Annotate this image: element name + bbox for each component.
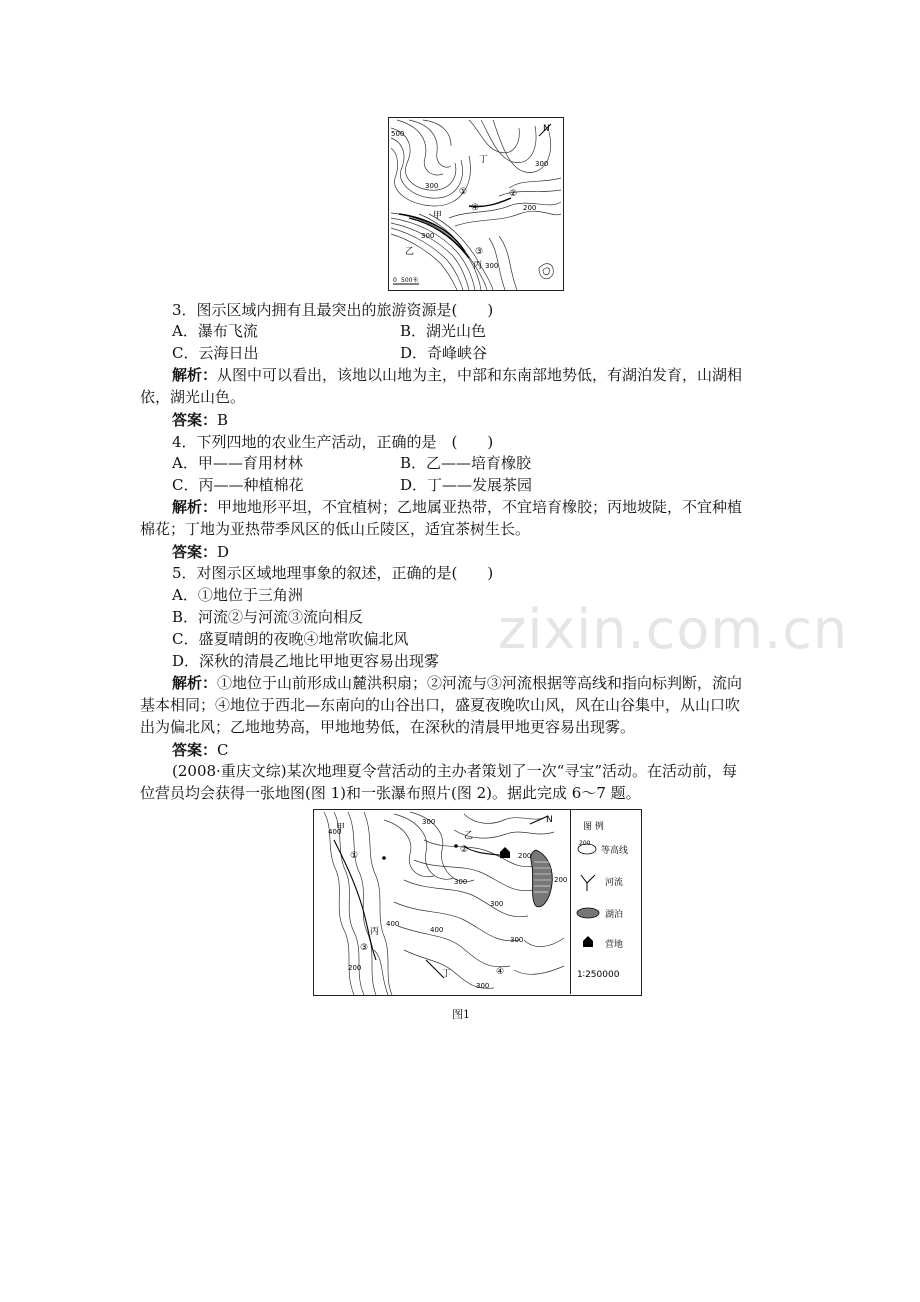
question-5-option-c: C．盛夏晴朗的夜晚④地常吹偏北风 xyxy=(172,630,409,648)
question-3-stem: 3．图示区域内拥有且最突出的旅游资源是( ) xyxy=(172,301,494,319)
question-4-option-c: C．丙——种植棉花 xyxy=(172,476,304,494)
contour-label: 400 xyxy=(430,926,444,934)
place-label-bing: 丙 xyxy=(473,261,483,271)
place-label-yi: 乙 xyxy=(405,247,415,257)
intro-line-1: (2008·重庆文综)某次地理夏令营活动的主办者策划了一次“寻宝”活动。在活动前，每 xyxy=(172,762,737,780)
question-4-option-b: B．乙——培育橡胶 xyxy=(400,454,532,472)
location-dot xyxy=(382,856,386,860)
question-5-option-b: B．河流②与河流③流向相反 xyxy=(172,608,364,626)
question-5-analysis-cont-2: 出为偏北风；乙地地势高，甲地地势低，在深秋的清晨甲地更容易出现雾。 xyxy=(140,718,636,736)
contour-label: 500 xyxy=(391,130,405,138)
question-4-option-d: D．丁——发展茶园 xyxy=(400,476,533,494)
question-3-answer xyxy=(172,409,228,431)
lake-legend-icon xyxy=(577,908,599,918)
contour-legend-icon xyxy=(578,840,596,854)
north-arrow-icon xyxy=(530,815,553,825)
question-3-option-a: A．瀑布飞流 xyxy=(172,322,258,340)
scale-bar xyxy=(393,276,419,284)
contour-label: 400 xyxy=(328,828,342,836)
contour-label: 200 xyxy=(348,964,362,972)
question-4-answer xyxy=(172,541,229,563)
circled-label-4: ④ xyxy=(471,203,480,213)
contour-map-2 xyxy=(314,810,571,995)
contour-label: 200 xyxy=(554,876,568,884)
circled-label-3: ③ xyxy=(475,247,484,257)
legend-item-lake: 湖泊 xyxy=(605,910,624,920)
answer-label: 答案： xyxy=(172,741,218,759)
place-label-yi: 乙 xyxy=(464,831,474,841)
camp-marker-icon xyxy=(500,847,510,858)
topographic-map-figure-1 xyxy=(388,117,564,291)
analysis-label: 解析： xyxy=(172,674,218,692)
svg-text:N: N xyxy=(546,815,553,825)
place-label-ding: 丁 xyxy=(479,155,489,165)
analysis-text: ①地位于山前形成山麓洪积扇；②河流与③河流根据等高线和指向标判断，流向 xyxy=(217,674,743,692)
contour-label: 400 xyxy=(386,920,400,928)
question-3-option-b: B．湖光山色 xyxy=(400,322,487,340)
question-5-analysis xyxy=(172,672,742,694)
circled-label-2: ② xyxy=(509,189,518,199)
contour-label: 300 xyxy=(476,982,490,990)
contour-label: 200 xyxy=(518,852,532,860)
map-legend xyxy=(570,809,641,994)
contour-label: 300 xyxy=(510,936,524,944)
contour-label: 300 xyxy=(454,878,468,886)
contour-label: 300 xyxy=(485,262,499,270)
answer-value: B xyxy=(217,411,229,429)
question-4-analysis xyxy=(172,496,742,518)
question-5-stem: 5．对图示区域地理事象的叙述，正确的是( ) xyxy=(172,564,494,582)
question-5-option-a: A．①地位于三角洲 xyxy=(172,586,303,604)
contour-label: 300 xyxy=(422,818,436,826)
svg-text:0: 0 xyxy=(393,277,397,284)
analysis-text: 从图中可以看出，该地以山地为主，中部和东南部地势低，有湖泊发育，山湖相 xyxy=(217,366,743,384)
answer-label: 答案： xyxy=(172,411,218,429)
question-4-analysis-cont: 棉花；丁地为亚热带季风区的低山丘陵区，适宜茶树生长。 xyxy=(140,520,531,538)
question-3-option-c: C．云海日出 xyxy=(172,344,259,362)
contour-label: 300 xyxy=(421,232,435,240)
camp-legend-icon xyxy=(583,936,593,947)
answer-value: C xyxy=(217,741,229,759)
question-5-answer xyxy=(172,739,229,761)
legend-item-river: 河流 xyxy=(605,878,624,888)
question-3-analysis-cont: 依，湖光山色。 xyxy=(140,388,246,406)
analysis-label: 解析： xyxy=(172,366,218,384)
contour-label: 200 xyxy=(523,204,537,212)
figure-caption: 图1 xyxy=(452,1008,470,1021)
question-3-analysis xyxy=(172,364,742,386)
location-dot xyxy=(454,844,458,848)
question-5-analysis-cont: 基本相同；④地位于西北—东南向的山谷出口，盛夏夜晚吹山风，风在山谷集中，从山口吹 xyxy=(140,696,741,714)
map-scale: 1∶250000 xyxy=(577,970,620,980)
legend-item-camp: 营地 xyxy=(605,940,624,950)
place-label-ding: 丁 xyxy=(442,969,452,979)
contour-label: 300 xyxy=(535,160,549,168)
place-label-jia: 甲 xyxy=(433,211,443,221)
question-4-stem: 4．下列四地的农业生产活动，正确的是 ( ) xyxy=(172,433,494,451)
watermark: zixin.com.cn xyxy=(498,598,849,661)
legend-title: 图 例 xyxy=(583,822,604,832)
intro-line-2: 位营员均会获得一张地图(图 1)和一张瀑布照片(图 2)。据此完成 6～7 题。 xyxy=(140,784,641,802)
question-3-option-d: D．奇峰峡谷 xyxy=(400,344,488,362)
contour-label: 300 xyxy=(425,182,439,190)
analysis-text: 甲地地形平坦，不宜植树；乙地属亚热带，不宜培育橡胶；丙地坡陡，不宜种植 xyxy=(217,498,743,516)
circled-label-4: ④ xyxy=(496,967,505,977)
answer-label: 答案： xyxy=(172,543,218,561)
legend-item-contour: 等高线 xyxy=(601,846,629,856)
contour-map-1 xyxy=(389,118,563,290)
river-legend-icon xyxy=(581,875,595,891)
question-5-option-d: D．深秋的清晨乙地比甲地更容易出现雾 xyxy=(172,652,440,670)
svg-text:200: 200 xyxy=(579,840,591,847)
circled-label-1: ① xyxy=(350,851,359,861)
analysis-label: 解析： xyxy=(172,498,218,516)
circled-label-1: ① xyxy=(459,187,468,197)
contour-label: 300 xyxy=(490,900,504,908)
answer-value: D xyxy=(217,543,230,561)
svg-text:N: N xyxy=(543,124,550,134)
svg-text:500米: 500米 xyxy=(401,277,419,284)
circled-label-2: ② xyxy=(460,845,469,855)
place-label-bing: 丙 xyxy=(370,927,380,937)
place-label-jia: 甲 xyxy=(336,823,346,833)
question-4-option-a: A．甲——育用材林 xyxy=(172,454,303,472)
circled-label-3: ③ xyxy=(360,943,369,953)
